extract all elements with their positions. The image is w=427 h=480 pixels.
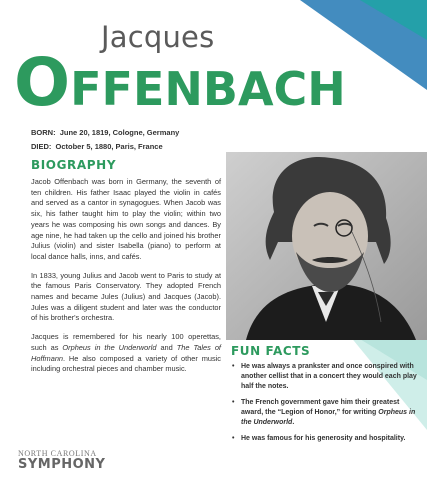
born-value: June 20, 1819, Cologne, Germany (59, 128, 180, 137)
nc-symphony-logo (18, 449, 105, 472)
fun-fact-item: • He was always a prankster and once conspired with another cellist that in a concert they would each play half the notes. (232, 363, 417, 390)
born-line (31, 128, 179, 137)
fun-facts-list (232, 362, 420, 450)
bullet: • (232, 363, 235, 370)
died-value: October 5, 1880, Paris, France (55, 142, 163, 151)
offenbach-portrait (226, 152, 427, 340)
last-name-rest: FFENBACH (70, 62, 346, 116)
bullet: • (232, 435, 235, 442)
fun-facts-heading: FUN FACTS (231, 344, 311, 358)
biography-text (31, 177, 221, 383)
died-line (31, 142, 179, 151)
life-dates (31, 128, 179, 156)
last-name-initial: O (14, 44, 71, 121)
biography-paragraph-3: Jacques is remembered for his nearly 100 operettas, such as Orpheus in the Underworld and The Tales of Hoffmann. He also composed a variety of other music including orchestral pieces and chamber music. (31, 332, 221, 374)
biography-heading: BIOGRAPHY (31, 158, 117, 172)
logo-line-2: SYMPHONY (18, 457, 106, 472)
logo-line-1: NORTH CAROLINA (18, 449, 97, 458)
portrait-illustration (226, 152, 427, 340)
bullet: • (232, 399, 235, 406)
operetta-title: Orpheus in the Underworld (241, 409, 416, 426)
fun-fact-item: • The French government gave him their greatest award, the “Legion of Honor,” for writing Orpheus in the Underworld. (232, 399, 416, 426)
biography-paragraph-1: Jacob Offenbach was born in Germany, the seventh of ten children. His father Isaac played the violin in cafés and served as a cantor in synagogues. When Jacob was six, his father taught him to play the violin; within two years he was composing his own songs and dances. By age nine, he had taken up the cello and joined his brother Julius (violin) and sister Isabella (piano) to perform at local dance halls, inns, and cafés. (31, 177, 221, 261)
biography-paragraph-2: In 1833, young Julius and Jacob went to Paris to study at the famous Paris Conservatory. They adopted French names and became Jules (Julius) and Jacques (Jacob). Jules was a diligent student and later was the conductor of his brother's orchestra. (31, 270, 221, 323)
operetta-title: The Tales of Hoffmann (31, 342, 221, 363)
born-label: BORN: (31, 128, 56, 137)
fun-fact-item: • He was famous for his generosity and hospitality. (232, 435, 406, 442)
died-label: DIED: (31, 142, 52, 151)
composer-first-name: Jacques (101, 20, 215, 54)
operetta-title: Orpheus in the Underworld (62, 342, 157, 352)
composer-last-name (14, 44, 374, 122)
